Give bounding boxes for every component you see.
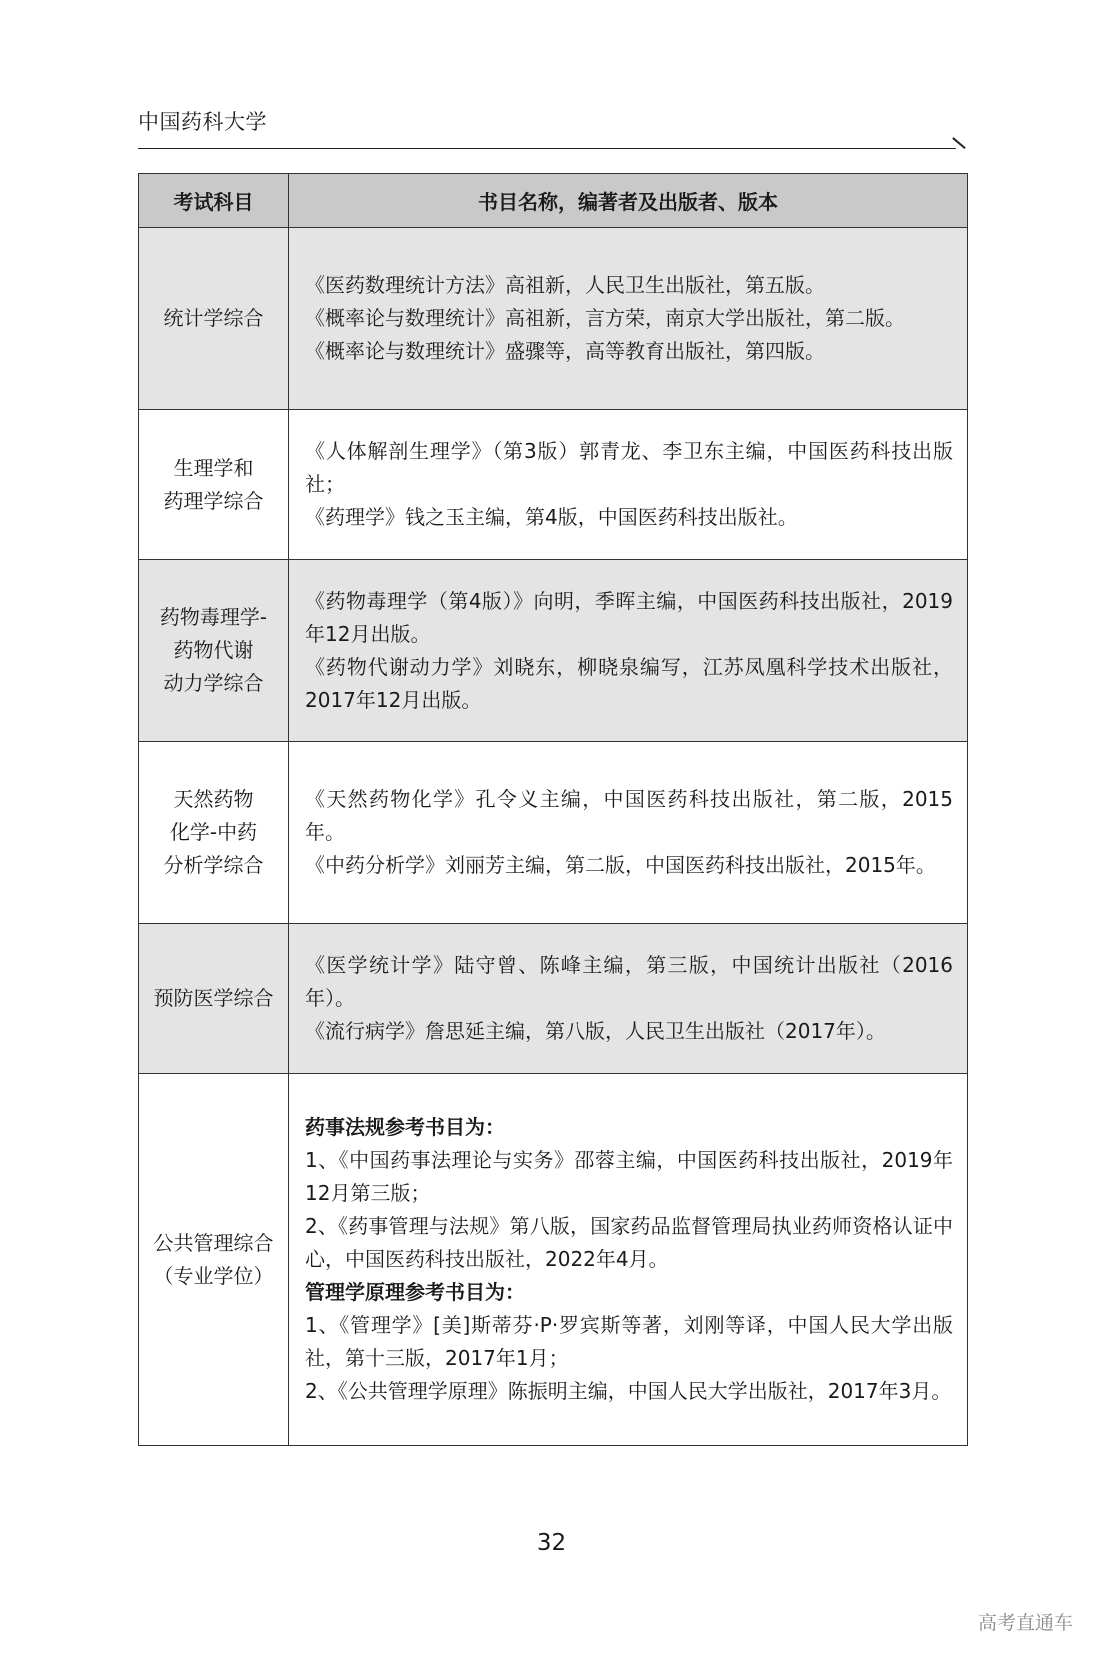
book-entry: 《医学统计学》陆守曾、陈峰主编，第三版，中国统计出版社（2016年）。: [305, 953, 953, 1010]
subject-line: 化学-中药: [169, 820, 258, 844]
book-entry: 《药物毒理学（第4版）》向明，季晖主编，中国医药科技出版社，2019年12月出版。: [305, 588, 953, 646]
subject-line: 生理学和: [173, 455, 254, 480]
book-entry: 1、《管理学》[美]斯蒂芬·P·罗宾斯等著，刘刚等译，中国人民大学出版社，第十三版，2017年1月；: [305, 1313, 953, 1370]
subject-line: 药理学综合: [163, 488, 264, 513]
book-entry: 《药物代谢动力学》刘晓东，柳晓泉编写，江苏凤凰科学技术出版社，2017年12月出版。: [305, 654, 953, 712]
subject-cell: [139, 924, 289, 1074]
book-section-heading: 管理学原理参考书目为：: [305, 1280, 525, 1304]
book-entry: 1、《中国药事法理论与实务》邵蓉主编，中国医药科技出版社，2019年12月第三版；: [305, 1148, 953, 1205]
subject-line: 预防医学综合: [153, 986, 274, 1010]
table-header-row: [139, 174, 968, 228]
table-row: [139, 1074, 968, 1446]
table-row: [139, 742, 968, 924]
book-entry: 《概率论与数理统计》盛骤等，高等教育出版社，第四版。: [305, 339, 825, 363]
books-cell: [289, 924, 968, 1074]
book-entry: 《医药数理统计方法》高祖新，人民卫生出版社，第五版。: [305, 273, 825, 297]
book-entry: 2、《公共管理学原理》陈振明主编，中国人民大学出版社，2017年3月。: [305, 1379, 952, 1403]
book-entry: 《天然药物化学》孔令义主编，中国医药科技出版社，第二版，2015年。: [305, 787, 953, 844]
book-section-heading: 药事法规参考书目为：: [305, 1115, 505, 1139]
subject-line: 统计学综合: [163, 306, 264, 330]
book-entry: 《中药分析学》刘丽芳主编，第二版，中国医药科技出版社，2015年。: [305, 853, 936, 877]
table-row: [139, 924, 968, 1074]
subject-line: 分析学综合: [163, 853, 264, 877]
book-entry: 2、《药事管理与法规》第八版，国家药品监督管理局执业药师资格认证中心，中国医药科技出版社，2022年4月。: [305, 1214, 953, 1271]
subject-cell: [139, 410, 289, 560]
subject-cell: [139, 228, 289, 410]
subject-line: 药物毒理学-: [159, 605, 268, 629]
book-entry: 《流行病学》詹思延主编，第八版，人民卫生出版社（2017年）。: [305, 1019, 886, 1043]
subject-line: 公共管理综合: [153, 1230, 274, 1255]
subject-cell: [139, 742, 289, 924]
subject-line: （专业学位）: [153, 1263, 274, 1288]
reference-books-table: [138, 173, 968, 1446]
subject-cell: [139, 1074, 289, 1446]
subject-line: 天然药物: [173, 787, 254, 811]
page-number: 32: [536, 1530, 567, 1556]
column-header-books: 书目名称，编著者及出版者、版本: [289, 174, 968, 228]
book-entry: 《药理学》钱之玉主编，第4版，中国医药科技出版社。: [305, 505, 798, 529]
table-row: [139, 410, 968, 560]
book-entry: 《概率论与数理统计》高祖新，言方荣，南京大学出版社，第二版。: [305, 306, 905, 330]
books-cell: [289, 228, 968, 410]
watermark-text: 高考直通车: [977, 1612, 1073, 1634]
header-divider-tick: [953, 137, 966, 148]
books-cell: [289, 1074, 968, 1446]
page-header-title: 中国药科大学: [138, 110, 267, 134]
table-row: [139, 228, 968, 410]
books-cell: [289, 410, 968, 560]
book-entry: 《人体解剖生理学》（第3版）郭青龙、李卫东主编，中国医药科技出版社；: [305, 439, 953, 496]
subject-line: 药物代谢: [173, 638, 254, 662]
table-row: [139, 560, 968, 742]
books-cell: [289, 560, 968, 742]
books-cell: [289, 742, 968, 924]
column-header-subject: 考试科目: [139, 174, 289, 228]
subject-cell: [139, 560, 289, 742]
subject-line: 动力学综合: [163, 671, 264, 695]
header-divider: [138, 148, 956, 149]
